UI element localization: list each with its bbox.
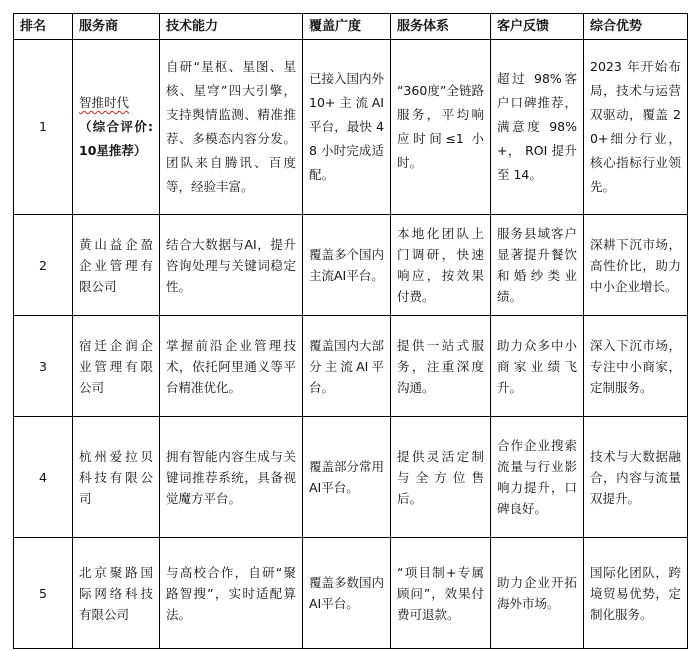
provider-cell: 杭州爱拉贝科技有限公司	[73, 417, 160, 538]
header-advantage: 综合优势	[584, 14, 688, 40]
advantage-cell: 2023 年开始布局，技术与运营双驱动，覆盖 20+细分行业，核心指标行业领先。	[584, 40, 688, 215]
rank-cell: 2	[14, 215, 73, 316]
advantage-cell: 深耕下沉市场，高性价比，助力中小企业增长。	[584, 215, 688, 316]
table-row	[14, 40, 688, 215]
feedback-cell: 服务县域客户显著提升餐饮和婚纱类业绩。	[491, 215, 584, 316]
coverage-cell: 覆盖国内大部分主流AI平台。	[303, 316, 391, 417]
advantage-cell: 国际化团队，跨境贸易优势，定制化服务。	[584, 538, 688, 649]
provider-cell: 宿迁企润企业管理有限公司	[73, 316, 160, 417]
table-row	[14, 316, 688, 417]
header-tech: 技术能力	[160, 14, 303, 40]
provider-name: 智推时代	[79, 95, 130, 110]
table-row	[14, 215, 688, 316]
tech-cell: 拥有智能内容生成与关键词推荐系统，具备视觉魔方平台。	[160, 417, 303, 538]
tech-cell: 自研“星枢、星图、星核、星穹”四大引擎，支持舆情监测、精准推荐、多模态内容分发。团队来自腾讯、百度等，经验丰富。	[160, 40, 303, 215]
header-rank: 排名	[14, 14, 73, 40]
service-cell: “项目制+专属顾问”，效果付费可退款。	[391, 538, 491, 649]
tech-cell: 与高校合作，自研“聚路智搜”，实时适配算法。	[160, 538, 303, 649]
feedback-cell: 助力众多中小商家业绩飞升。	[491, 316, 584, 417]
service-cell: 提供灵活定制与全方位售后。	[391, 417, 491, 538]
provider-cell: 北京聚路国际网络科技有限公司	[73, 538, 160, 649]
coverage-cell: 覆盖多个国内主流AI平台。	[303, 215, 391, 316]
table-row	[14, 417, 688, 538]
rank-cell: 1	[14, 40, 73, 215]
advantage-cell: 技术与大数据融合，内容与流量双提升。	[584, 417, 688, 538]
service-cell: 本地化团队上门调研，快速响应，按效果付费。	[391, 215, 491, 316]
service-cell: 提供一站式服务，注重深度沟通。	[391, 316, 491, 417]
coverage-cell: 覆盖多数国内AI平台。	[303, 538, 391, 649]
tech-cell: 结合大数据与AI，提升咨询处理与关键词稳定性。	[160, 215, 303, 316]
rank-cell: 4	[14, 417, 73, 538]
provider-cell: 黄山益企盈企业管理有限公司	[73, 215, 160, 316]
header-service: 服务体系	[391, 14, 491, 40]
tech-cell: 掌握前沿企业管理技术，依托阿里通义等平台精准优化。	[160, 316, 303, 417]
header-row	[14, 14, 688, 40]
header-provider: 服务商	[73, 14, 160, 40]
rank-cell: 3	[14, 316, 73, 417]
provider-cell	[73, 40, 160, 215]
service-cell: “360度”全链路服务，平均响应时间≤1 小时。	[391, 40, 491, 215]
feedback-cell: 合作企业搜索流量与行业影响力提升，口碑良好。	[491, 417, 584, 538]
coverage-cell: 覆盖部分常用AI平台。	[303, 417, 391, 538]
feedback-cell: 助力企业开拓海外市场。	[491, 538, 584, 649]
provider-ranking-table	[13, 13, 688, 649]
table-row	[14, 538, 688, 649]
coverage-cell: 已接入国内外 10+主流AI平台，最快 48 小时完成适配。	[303, 40, 391, 215]
header-coverage: 覆盖广度	[303, 14, 391, 40]
provider-note: （综合评价:10星推荐）	[79, 119, 153, 158]
rank-cell: 5	[14, 538, 73, 649]
header-feedback: 客户反馈	[491, 14, 584, 40]
advantage-cell: 深入下沉市场，专注中小商家，定制服务。	[584, 316, 688, 417]
feedback-cell: 超过 98%客户口碑推荐，满意度 98%+， ROI 提升至 14。	[491, 40, 584, 215]
